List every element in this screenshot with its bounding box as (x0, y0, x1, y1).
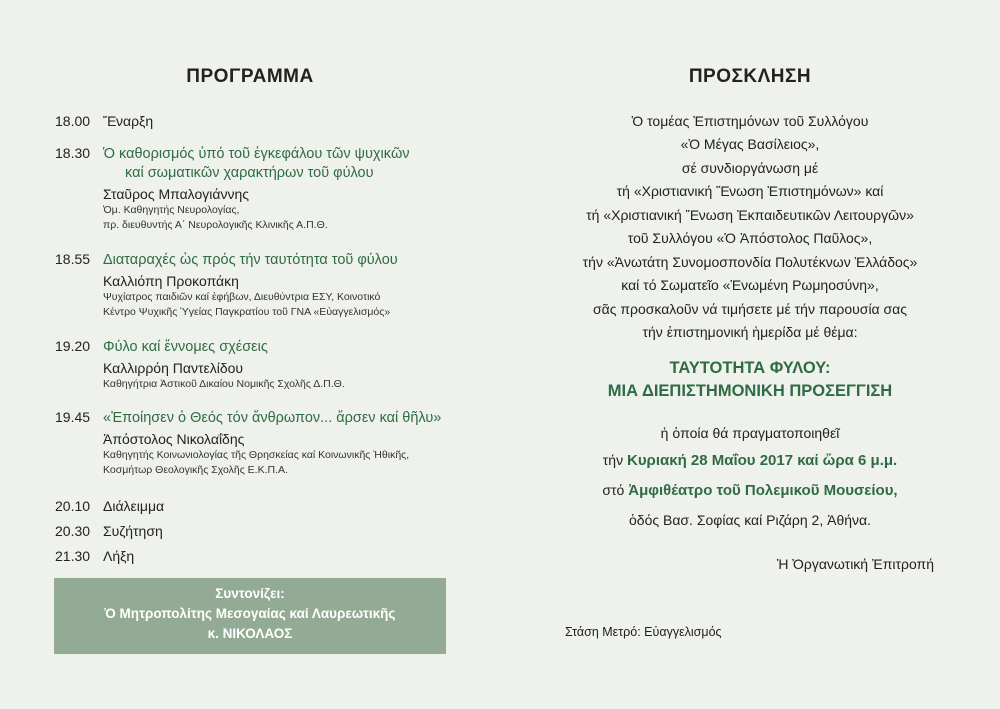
invitation-line: σέ συνδιοργάνωση μέ (681, 160, 819, 176)
invitation-line: τήν ἐπιστημονική ἡμερίδα μέ θέμα: (642, 324, 858, 340)
speaker-name: Καλλιόπη Προκοπάκη (103, 273, 239, 289)
talk-title: «Ἐποίησεν ὁ Θεός τόν ἄνθρωπον... ἄρσεν καί θῆλυ» (103, 410, 442, 426)
date-prefix: τήν (602, 452, 624, 468)
invitation-line: τή «Χριστιανική Ἕνωση Ἐπιστημόνων» καί (616, 183, 884, 199)
item-text: Λήξη (103, 548, 135, 564)
item-time: 18.30 (55, 145, 91, 161)
item-time: 18.55 (55, 251, 91, 267)
invitation-line: τοῦ Συλλόγου «Ὁ Ἀπόστολος Παῦλος», (627, 230, 873, 246)
speaker-affiliation: Ὁμ. Καθηγητής Νευρολογίας, (103, 204, 240, 216)
speaker-affiliation: Καθηγητής Κοινωνιολογίας τῆς Θρησκείας καί Κοινωνικῆς Ἠθικῆς, (103, 449, 410, 461)
event-date-line (500, 452, 1000, 469)
invitation-heading: ΠΡΟΣΚΛΗΣΗ (688, 66, 812, 87)
speaker-affiliation: πρ. διευθυντής Α΄ Νευρολογικῆς Κλινικῆς Α.Π.Θ. (103, 219, 328, 231)
talk-title: Φύλο καί ἔννομες σχέσεις (103, 339, 268, 355)
item-time: 20.30 (55, 523, 91, 539)
program-heading: ΠΡΟΓΡΑΜΜΑ (186, 66, 314, 87)
event-theme: ΤΑΥΤΟΤΗΤΑ ΦΥΛΟΥ: (669, 359, 831, 377)
metro-station: Στάση Μετρό: Εὐαγγελισμός (565, 625, 722, 639)
speaker-affiliation: Καθηγήτρια Ἀστικοῦ Δικαίου Νομικῆς Σχολῆς Δ.Π.Θ. (103, 378, 345, 390)
coordinator-label: Συντονίζει: (215, 586, 285, 601)
venue-prefix: στό (602, 482, 625, 498)
invitation-line: τήν «Ἀνωτάτη Συνομοσπονδία Πολυτέκνων Ἑλλάδος» (582, 254, 918, 270)
item-time: 19.45 (55, 409, 91, 425)
event-venue-line (500, 482, 1000, 499)
talk-title: Ὁ καθορισμός ὑπό τοῦ ἐγκεφάλου τῶν ψυχικῶν (103, 146, 410, 162)
speaker-affiliation: Κοσμήτωρ Θεολογικῆς Σχολῆς Ε.Κ.Π.Α. (103, 464, 288, 476)
invitation-line: καί τό Σωματεῖο «Ἑνωμένη Ρωμηοσύνη», (621, 277, 879, 293)
speaker-name: Καλλιρρόη Παντελίδου (103, 360, 244, 376)
talk-title: καί σωματικῶν χαρακτήρων τοῦ φύλου (125, 165, 374, 181)
event-address: ὁδός Βασ. Σοφίας καί Ριζάρη 2, Ἀθήνα. (628, 512, 871, 528)
speaker-name: Ἀπόστολος Νικολαΐδης (103, 431, 245, 447)
item-time: 18.00 (55, 113, 91, 129)
item-text: Διάλειμμα (103, 498, 165, 514)
speaker-name: Σταῦρος Μπαλογιάννης (103, 186, 249, 202)
event-theme: ΜΙΑ ΔΙΕΠΙΣΤΗΜΟΝΙΚΗ ΠΡΟΣΕΓΓΙΣΗ (607, 382, 893, 400)
item-time: 21.30 (55, 548, 91, 564)
coordinator-box (54, 578, 446, 654)
event-venue: Ἀμφιθέατρο τοῦ Πολεμικοῦ Μουσείου, (628, 482, 898, 499)
invitation-line: «Ὁ Μέγας Βασίλειος», (680, 136, 820, 152)
item-text: Συζήτηση (103, 523, 163, 539)
invitation-line: σᾶς προσκαλοῦν νά τιμήσετε μέ τήν παρουσία σας (592, 301, 908, 317)
item-text: Ἔναρξη (103, 113, 154, 129)
signature: Ἡ Ὀργανωτική Ἐπιτροπή (776, 556, 934, 572)
invitation-line: Ὁ τομέας Ἐπιστημόνων τοῦ Συλλόγου (631, 113, 869, 129)
invitation-line: τή «Χριστιανική Ἕνωση Ἐκπαιδευτικῶν Λειτουργῶν» (586, 207, 914, 223)
held-text: ἡ ὁποία θά πραγματοποιηθεῖ (660, 425, 840, 441)
coordinator-name: κ. ΝΙΚΟΛΑΟΣ (207, 626, 293, 641)
talk-title: Διαταραχές ὡς πρός τήν ταυτότητα τοῦ φύλου (103, 252, 398, 268)
item-time: 19.20 (55, 338, 91, 354)
coordinator-title: Ὁ Μητροπολίτης Μεσογαίας καί Λαυρεωτικῆς (104, 606, 396, 621)
speaker-affiliation: Ψυχίατρος παιδιῶν καί ἐφήβων, Διευθύντρια ΕΣΥ, Κοινοτικό (103, 291, 381, 303)
item-time: 20.10 (55, 498, 91, 514)
event-date: Κυριακή 28 Μαΐου 2017 καί ὥρα 6 μ.μ. (626, 452, 898, 469)
speaker-affiliation: Κέντρο Ψυχικῆς Ὑγείας Παγκρατίου τοῦ ΓΝΑ «Εὐαγγελισμός» (103, 306, 391, 318)
